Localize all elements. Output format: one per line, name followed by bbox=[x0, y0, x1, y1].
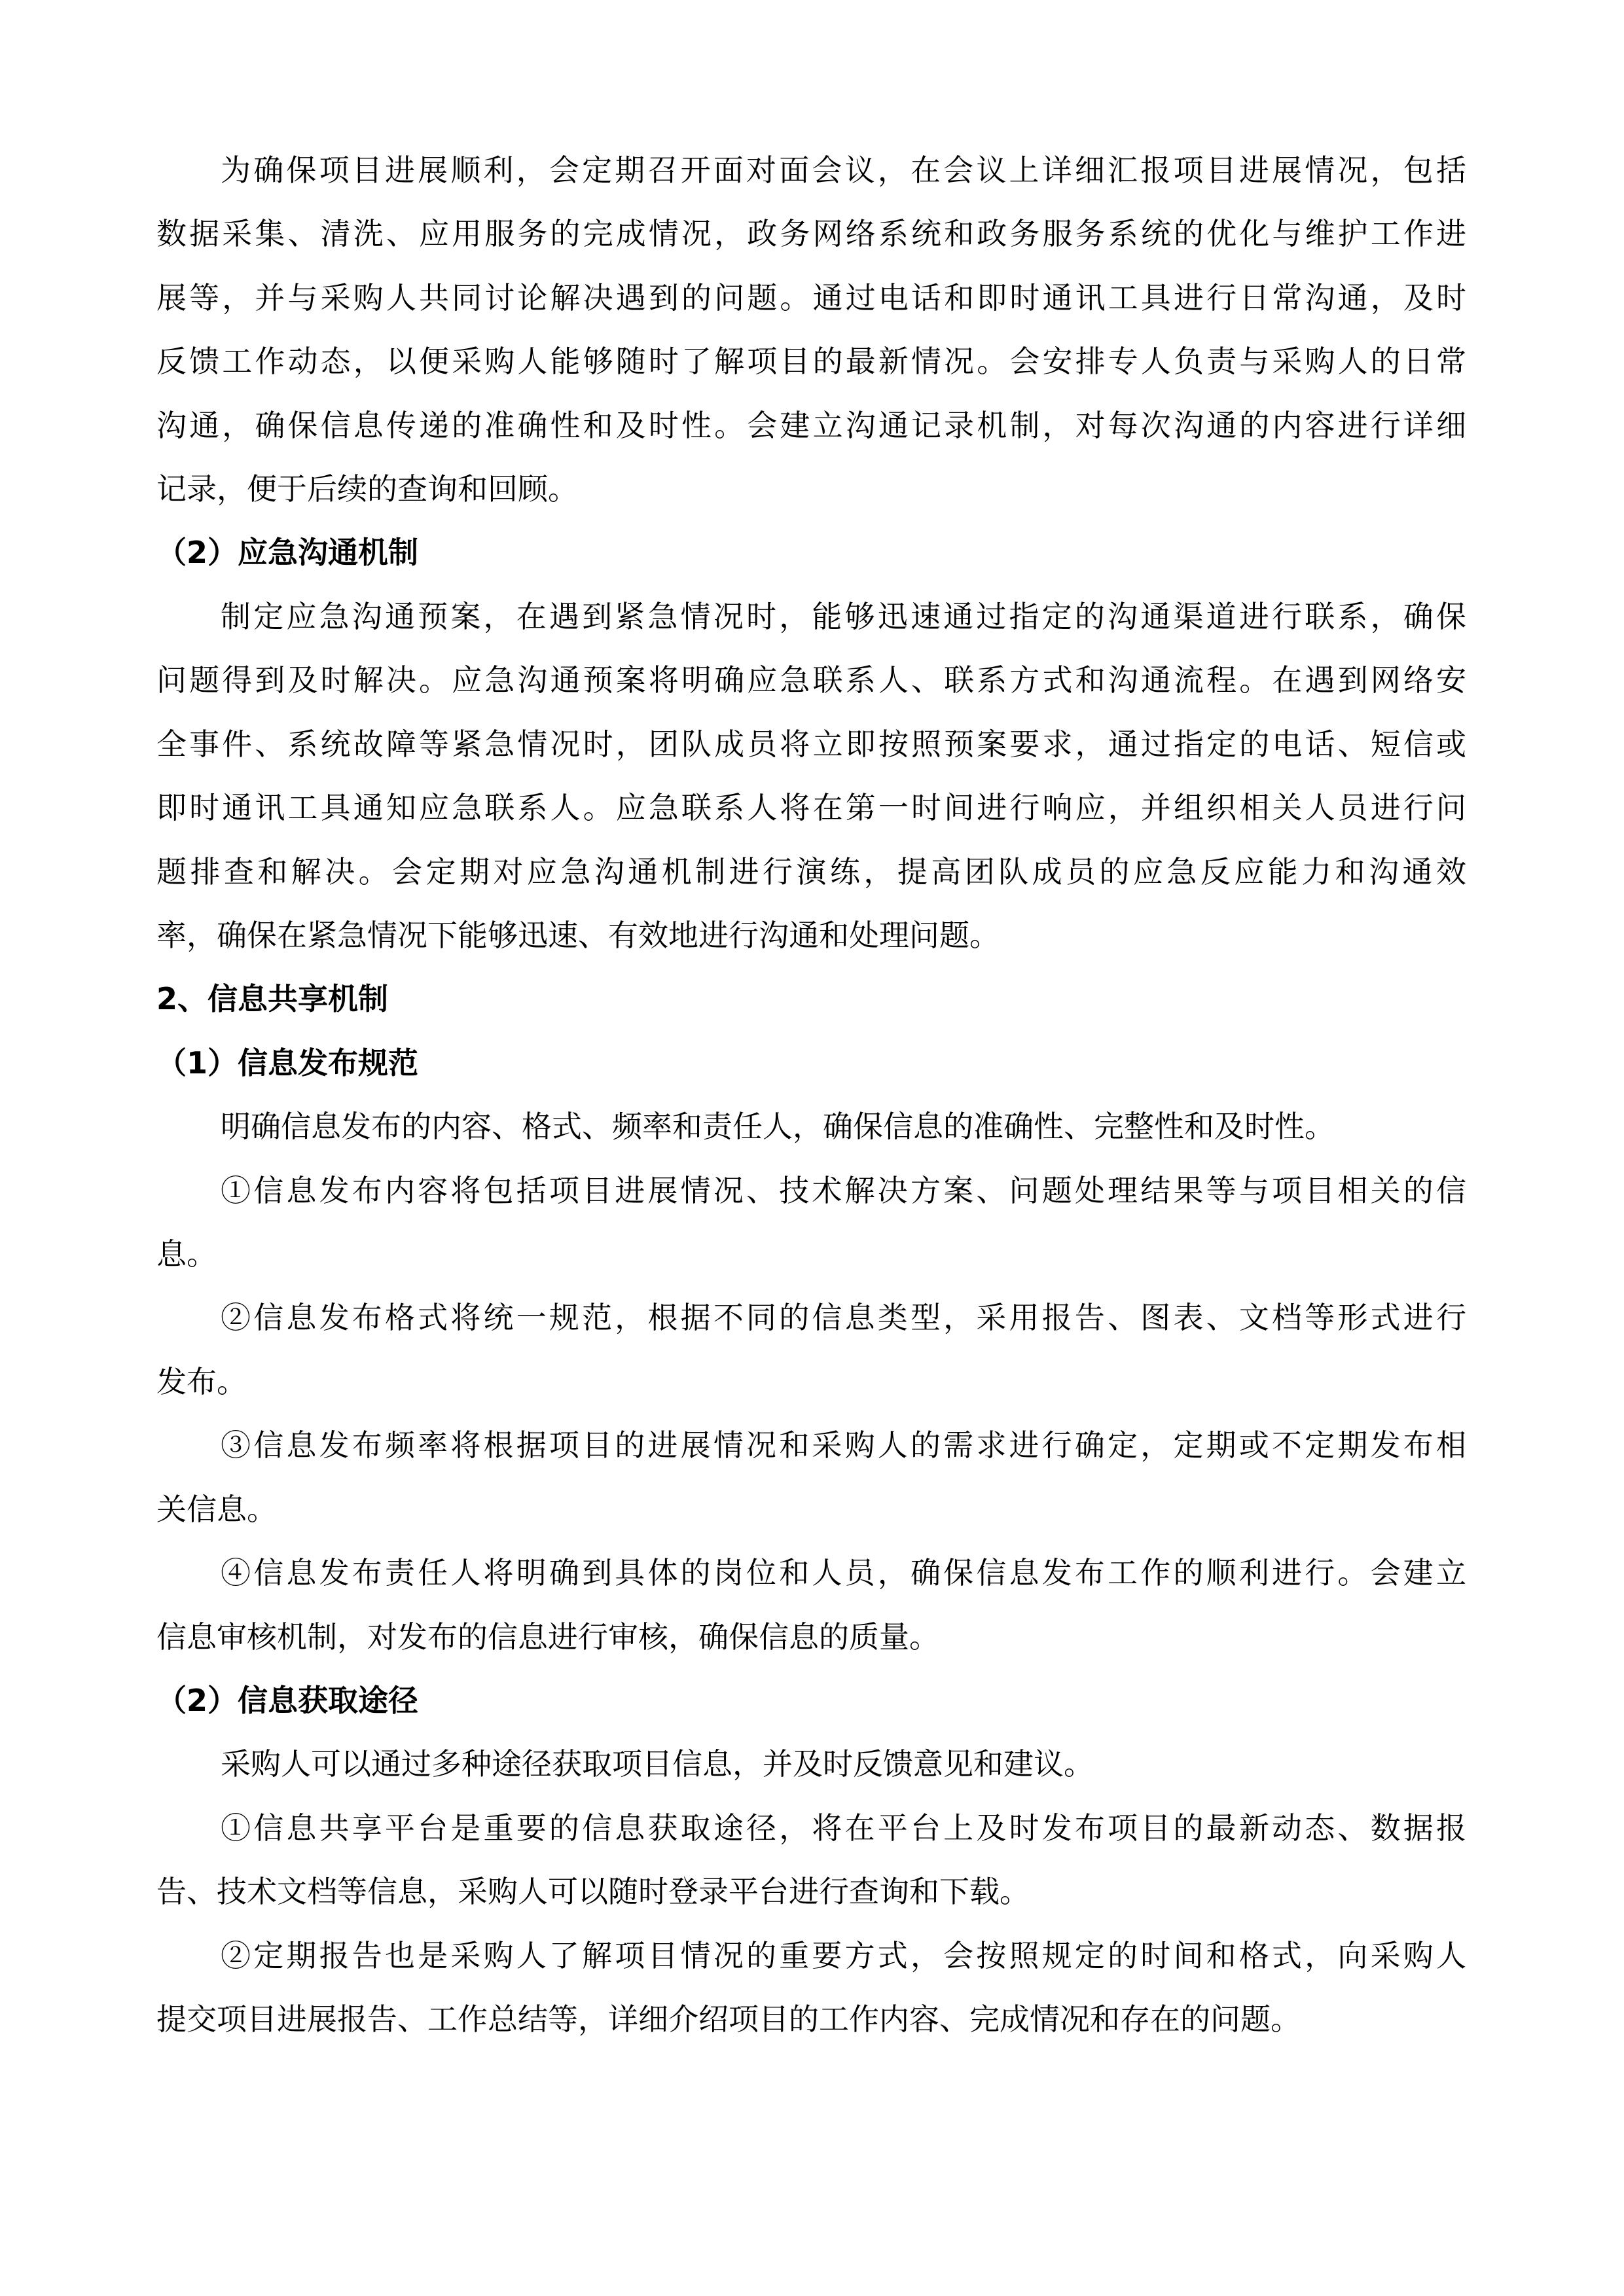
subsection-heading: （2）信息获取途径 bbox=[156, 1683, 419, 1718]
section-heading: 2、信息共享机制 bbox=[156, 981, 389, 1016]
paragraph-line: 即时通讯工具通知应急联系人。应急联系人将在第一时间进行响应，并组织相关人员进行问 bbox=[156, 790, 1466, 825]
paragraph-line: 反馈工作动态，以便采购人能够随时了解项目的最新情况。会安排专人负责与采购人的日常 bbox=[156, 344, 1466, 379]
paragraph-line: 问题得到及时解决。应急沟通预案将明确应急联系人、联系方式和沟通流程。在遇到网络安 bbox=[156, 662, 1466, 698]
list-item-line: 发布。 bbox=[156, 1364, 247, 1399]
list-item-line: ②信息发布格式将统一规范，根据不同的信息类型，采用报告、图表、文档等形式进行 bbox=[221, 1300, 1466, 1335]
list-item-line: 信息审核机制，对发布的信息进行审核，确保信息的质量。 bbox=[156, 1619, 939, 1655]
list-item-line: 告、技术文档等信息，采购人可以随时登录平台进行查询和下载。 bbox=[156, 1874, 1030, 1909]
paragraph-line: 制定应急沟通预案，在遇到紧急情况时，能够迅速通过指定的沟通渠道进行联系，确保 bbox=[221, 599, 1466, 634]
paragraph-line: 采购人可以通过多种途径获取项目信息，并及时反馈意见和建议。 bbox=[221, 1746, 1094, 1782]
paragraph-line: 数据采集、清洗、应用服务的完成情况，政务网络系统和政务服务系统的优化与维护工作进 bbox=[156, 216, 1466, 251]
list-item-line: ③信息发布频率将根据项目的进展情况和采购人的需求进行确定，定期或不定期发布相 bbox=[221, 1427, 1466, 1463]
list-item-line: 提交项目进展报告、工作总结等，详细介绍项目的工作内容、完成情况和存在的问题。 bbox=[156, 2001, 1301, 2037]
paragraph-line: 题排查和解决。会定期对应急沟通机制进行演练，提高团队成员的应急反应能力和沟通效 bbox=[156, 854, 1466, 889]
section-heading: （2）应急沟通机制 bbox=[156, 535, 419, 570]
subsection-heading: （1）信息发布规范 bbox=[156, 1045, 419, 1081]
paragraph-line: 沟通，确保信息传递的准确性和及时性。会建立沟通记录机制，对每次沟通的内容进行详细 bbox=[156, 408, 1466, 443]
paragraph-line: 率，确保在紧急情况下能够迅速、有效地进行沟通和处理问题。 bbox=[156, 918, 1000, 953]
list-item-line: 关信息。 bbox=[156, 1492, 277, 1527]
list-item-line: ①信息共享平台是重要的信息获取途径，将在平台上及时发布项目的最新动态、数据报 bbox=[221, 1810, 1466, 1846]
list-item-line: ②定期报告也是采购人了解项目情况的重要方式，会按照规定的时间和格式，向采购人 bbox=[221, 1938, 1466, 1973]
paragraph-line: 明确信息发布的内容、格式、频率和责任人，确保信息的准确性、完整性和及时性。 bbox=[221, 1109, 1335, 1144]
paragraph-line: 记录，便于后续的查询和回顾。 bbox=[156, 471, 578, 507]
paragraph-line: 全事件、系统故障等紧急情况时，团队成员将立即按照预案要求，通过指定的电话、短信或 bbox=[156, 726, 1466, 762]
list-item-line: 息。 bbox=[156, 1236, 217, 1272]
list-item-line: ④信息发布责任人将明确到具体的岗位和人员，确保信息发布工作的顺利进行。会建立 bbox=[221, 1555, 1466, 1590]
paragraph-line: 展等，并与采购人共同讨论解决遇到的问题。通过电话和即时通讯工具进行日常沟通，及时 bbox=[156, 280, 1466, 315]
paragraph-line: 为确保项目进展顺利，会定期召开面对面会议，在会议上详细汇报项目进展情况，包括 bbox=[221, 152, 1466, 188]
list-item-line: ①信息发布内容将包括项目进展情况、技术解决方案、问题处理结果等与项目相关的信 bbox=[221, 1173, 1466, 1208]
